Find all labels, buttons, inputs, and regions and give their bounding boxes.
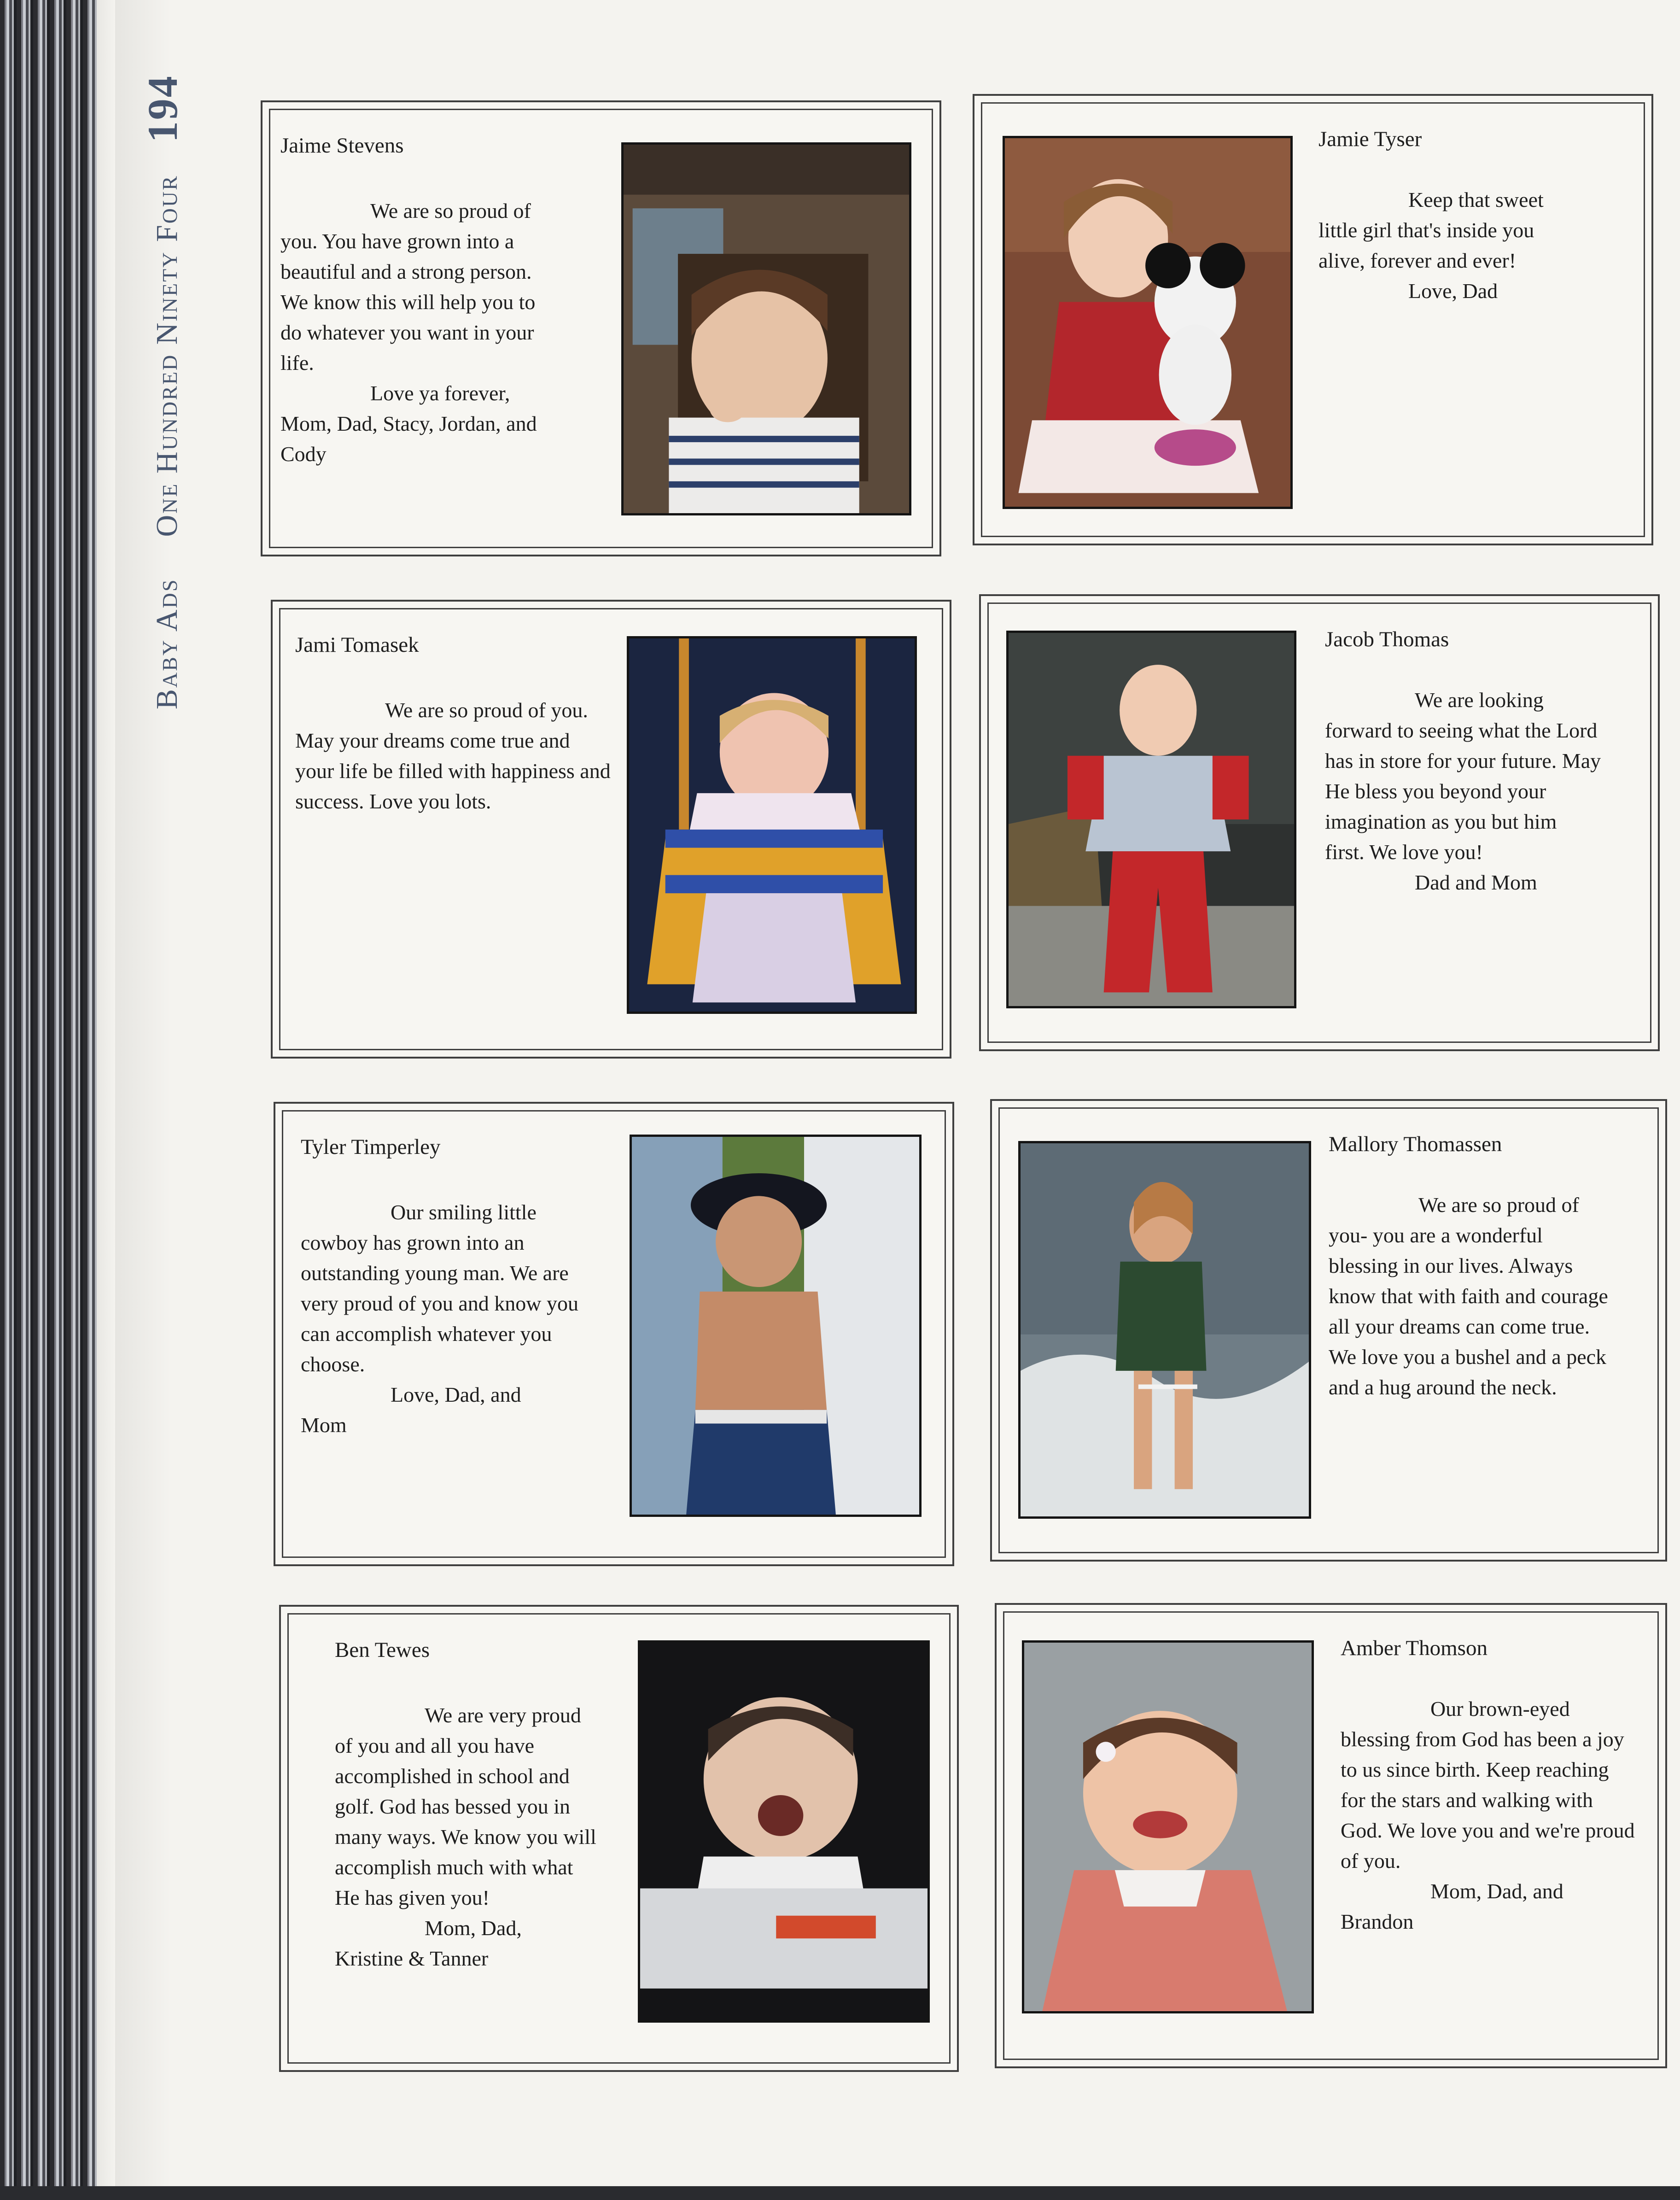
ad-signature: Mom [301, 1413, 347, 1437]
baby-eating-photo [621, 142, 911, 515]
ad-message [1318, 185, 1576, 306]
baby-in-swing-photo [627, 636, 917, 1014]
ad-name: Mallory Thomassen [1329, 1132, 1502, 1156]
cowboy-hat-boy-photo [630, 1135, 922, 1517]
ad-message-text: Our brown-eyed blessing from God has been a joy to us since birth. Keep reaching for the stars and walking with God. We love you and we're proud of you. [1341, 1697, 1635, 1872]
page-edge-binding [0, 0, 115, 2200]
ad-jacob-thomas [979, 594, 1660, 1051]
ad-name: Jami Tomasek [295, 633, 419, 657]
ad-mallory-thomassen [990, 1099, 1667, 1562]
ad-message [1341, 1694, 1635, 1937]
page-bottom-edge [0, 2186, 1680, 2200]
ad-jamie-tyser [973, 94, 1653, 545]
ad-jami-tomasek [271, 600, 951, 1059]
ad-message [280, 196, 552, 469]
ad-name: Jaime Stevens [280, 134, 404, 158]
ad-message-text: We are so proud of you. You have grown into a beautiful and a strong person. We know this will help you to do whatever you want in your life. [280, 199, 536, 374]
section-title: Baby Ads [150, 578, 184, 709]
ad-signature: Kristine & Tanner [335, 1947, 489, 1970]
ad-message-text: Our smiling little cowboy has grown into an outstanding young man. We are very proud of you and know you can accomplish whatever you choose. [301, 1200, 579, 1376]
ad-closing: Love, Dad [1408, 279, 1498, 303]
ad-closing: Mom, Dad, [425, 1916, 522, 1940]
ad-closing: Mom, Dad, and [1430, 1879, 1563, 1903]
ad-name: Tyler Timperley [301, 1135, 441, 1159]
ad-ben-tewes [279, 1605, 959, 2072]
toddler-standing-photo [1006, 631, 1296, 1008]
ad-message [1329, 1190, 1614, 1433]
ad-signature: Mom, Dad, Stacy, Jordan, and Cody [280, 412, 537, 466]
ad-closing: Love, Dad, and [391, 1383, 521, 1406]
ad-name: Jamie Tyser [1318, 127, 1422, 151]
baby-in-walker-photo [638, 1640, 930, 2023]
ad-signature: Brandon [1341, 1910, 1414, 1933]
ad-name: Jacob Thomas [1325, 627, 1449, 651]
ad-message-text: We are so proud of you- you are a wonderful blessing in our lives. Always know that with faith and courage all your dreams can come true. We love you a bushel and a peck and a hug around the neck. [1329, 1193, 1608, 1399]
ad-message-text: We are looking forward to seeing what the Lord has in store for your future. May He bless you beyond your imagination as you but him first. We love you! [1325, 688, 1601, 864]
ad-closing: Dad and Mom [1415, 871, 1537, 894]
water-skiing-photo [1018, 1141, 1311, 1519]
ad-message [301, 1197, 586, 1440]
book-title: One Hundred Ninety Four [150, 175, 184, 537]
ad-name: Ben Tewes [335, 1638, 430, 1662]
ad-message-text: Keep that sweet little girl that's inside you alive, forever and ever! [1318, 188, 1544, 272]
ad-message [1325, 685, 1601, 898]
girl-with-plush-toy-photo [1003, 136, 1293, 509]
ad-amber-thomson [995, 1603, 1667, 2068]
ad-tyler-timperley [274, 1102, 954, 1566]
smiling-baby-portrait-photo [1022, 1640, 1314, 2013]
page-number: 194 [139, 75, 186, 143]
ad-closing [295, 820, 385, 843]
ad-closing: Love ya forever, [370, 381, 510, 405]
ad-message-text: We are very proud of you and all you have accomplished in school and golf. God has bessed you in many ways. We know you will accomplish much with what He has given you! [335, 1703, 596, 1909]
ad-message [335, 1700, 602, 1974]
ad-name: Amber Thomson [1341, 1636, 1488, 1660]
ad-message [295, 695, 613, 847]
ad-message-text: We are so proud of you. May your dreams come true and your life be filled with happiness and success. Love you lots. [295, 698, 611, 813]
running-header [138, 75, 187, 709]
ad-closing [1329, 1406, 1418, 1429]
ad-jaime-stevens [261, 100, 941, 556]
